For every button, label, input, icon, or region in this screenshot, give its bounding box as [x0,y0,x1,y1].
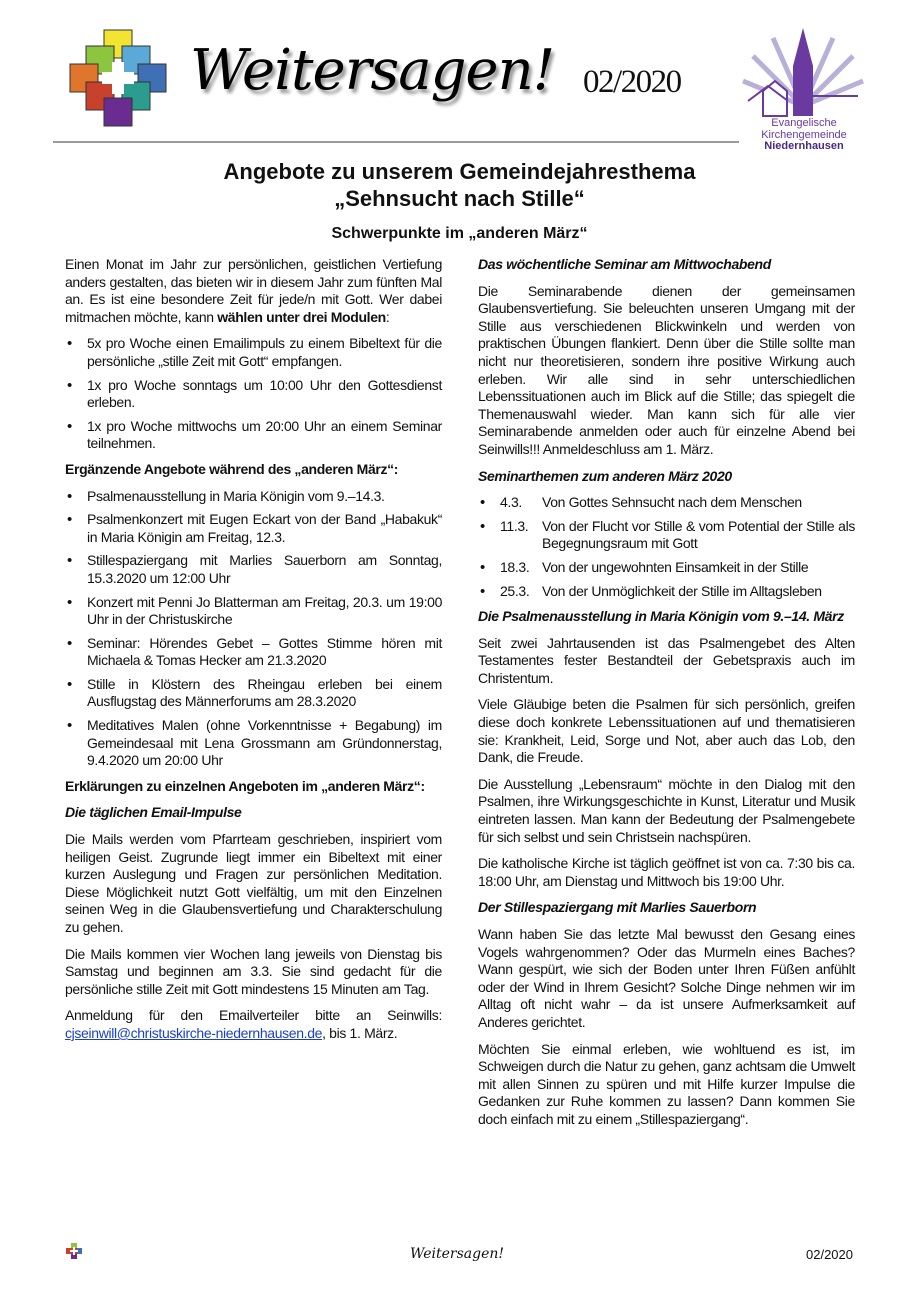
section-heading: Ergänzende Angebote während des „anderen März“: [65,460,399,477]
page-subtitle: Schwerpunkte im „anderen März“ [331,225,588,242]
paragraph [478,635,855,688]
church-name-line: Kirchengemeinde [761,128,847,141]
seminar-topic: Von der ungewohnten Einsamkeit in der Stille [542,558,809,575]
bullet-list [65,488,442,770]
paragraph [65,256,442,326]
list-item: • 5x pro Woche einen Emailimpuls zu einem Bibeltext für die persönliche „stille Zeit mit Gott“ empfangen. [65,335,442,370]
church-name [738,118,870,153]
list-item: • Konzert mit Penni Jo Blatterman am Freitag, 20.3. um 19:00 Uhr in der Christuskirche [65,594,442,629]
list-item [478,494,855,512]
section-heading: Die Psalmenausstellung in Maria Königin vom 9.–14. März [478,608,844,625]
section-heading: Seminarthemen zum anderen März 2020 [478,467,732,484]
seminar-topic: Von der Unmöglichkeit der Stille im Alltagsleben [542,582,822,599]
page-title [0,158,919,212]
header-divider [53,141,739,143]
paragraph [478,696,855,766]
list-item [478,518,855,553]
text: Die Mails werden vom Pfarrteam geschrieben, inspiriert vom heiligen Geist. Zugrunde liegt immer ein Bibeltext mit einer kurzen Auslegung und Fragen zur persönlichen Meditation. Diese Möglichkeit nutzt Gott vielfältig, um mit den Einzelnen seinen Weg in die Glaubensvertiefung und Charakterschulung zu gehen. [65,831,442,935]
seminar-date: • 25.3. [500,582,530,599]
text: Möchten Sie einmal erleben, wie wohltuend es ist, im Schweigen durch die Natur zu gehen, ganz achtsam die Umwelt mit allen Sinnen zu spüren und mit Hilfe kurzer Impulse die Gedanken zur Ruhe kommen zu lassen? Dann kommen Sie doch einfach mit zu einem „Stillespaziergang“. [478,1040,856,1127]
paragraph [65,946,442,999]
text: Einen Monat im Jahr zur persönlichen, geistlichen Vertiefung anders gestalten, das bieten wir in diesem Jahr zum fünften Mal an. Es ist eine besondere Zeit für jede/n mit Gott. Wer dabei mitmachen möchte, kann [65,256,442,325]
text: Die Seminarabende dienen der gemeinsamen Glaubensvertiefung. Sie beleuchten unseren Umgang mit der Stille aus verschiedenen Blickwinkeln und werden von praktischen Übungen flankiert. Denn über die Stille sollte man nicht nur theoretisieren, sondern ihre positive Wirkung auch erleben. Wir alle sind in sehr unterschiedlichen Lebenssituationen auch im Blick auf die Stille; das spiegelt die Themenauswahl wieder. Man kann sich für alle vier Seminarabende anmelden oder auch für einzelne Abend bei Seinwills!!! Anmeldeschluss am 1. März. [478,282,855,457]
church-logo [738,26,868,122]
list-item: • Psalmenausstellung in Maria Königin vom 9.–14.3. [65,488,442,506]
text: Die Ausstellung „Lebensraum“ möchte in den Dialog mit den Psalmen, ihre Wirkungsgeschichte in Kunst, Literatur und Musik eintreten lassen. Man kann der Bedeutung der Psalmengebete für sich selbst und sein Christsein nachspüren. [478,775,855,845]
church-location: Niedernhausen [764,140,844,152]
right-column [478,256,855,1138]
section-heading: Erklärungen zu einzelnen Angeboten im „anderen März“: [65,777,425,794]
seminar-topic: Von Gottes Sehnsucht nach dem Menschen [542,494,802,511]
footer-issue: 02/2020 [806,1247,853,1262]
text: Viele Gläubige beten die Psalmen für sich persönlich, greifen diese doch konkrete Lebenssituationen auf und thematisieren sie: Krankheit, Leid, Sorge und Not, aber auch das Lob, den Dank, die Freude. [478,696,855,766]
seminar-date: • 11.3. [500,517,529,534]
section-heading: Die täglichen Email-Impulse [65,804,242,821]
list-item [478,559,855,577]
title-line: „Sehnsucht nach Stille“ [334,186,585,211]
text: Wann haben Sie das letzte Mal bewusst den Gesang eines Vogels wahrgenommen? Oder das Murmeln eines Baches? Wann gespürt, wie sich der Boden unter Ihren Füßen anfühlt oder der Wind in Ihrem Gesicht? Solche Dinge nehmen wir im Alltag oft nicht wahr – da ist unsere Aufmerksamkeit auf Anderes gerichtet. [478,926,855,1030]
left-column [65,256,442,1052]
list-item: • Stillespaziergang mit Marlies Sauerborn am Sonntag, 15.3.2020 um 12:00 Uhr [65,552,442,587]
cross-logo-small [66,1243,82,1259]
email-link[interactable]: cjseinwill@christuskirche-niedernhausen.de [65,1024,323,1041]
paragraph [478,1041,855,1129]
list-item: • Seminar: Hörendes Gebet – Gottes Stimme hören mit Michaela & Tomas Hecker am 21.3.2020 [65,635,442,670]
section-heading: Der Stillespaziergang mit Marlies Sauerborn [478,899,757,916]
footer-brand: Weitersagen! [410,1246,505,1262]
seminar-date: • 18.3. [500,558,530,575]
list-item [478,583,855,601]
paragraph [478,855,855,890]
text: , bis 1. März. [322,1024,398,1041]
cross-logo [68,28,168,128]
text: Die Mails kommen vier Wochen lang jeweils von Dienstag bis Samstag und beginnen am 3.3. Sie sind gedacht für die persönliche stille Zeit mit Gott mindestens 15 Minuten am Tag. [65,945,442,997]
text: Seit zwei Jahrtausenden ist das Psalmengebet des Alten Testamentes fester Bestandteil der Gebetspraxis auch im Christentum. [478,634,855,686]
list-item: • Psalmenkonzert mit Eugen Eckart von der Band „Habakuk“ in Maria Königin am Freitag, 12.3. [65,511,442,546]
text: Die katholische Kirche ist täglich geöffnet ist von ca. 7:30 bis ca. 18:00 Uhr, am Dienstag und Mittwoch bis 19:00 Uhr. [478,855,855,889]
church-name-line: Evangelische [771,117,837,129]
text: : [385,308,390,325]
newsletter-brand: Weitersagen! [190,38,555,103]
issue-number: 02/2020 [583,64,681,100]
seminar-topic: Von der Flucht vor Stille & vom Potential der Stille als Begegnungsraum mit Gott [542,517,855,552]
title-line: Angebote zu unserem Gemeindejahresthema [223,159,696,184]
list-item: • 1x pro Woche mittwochs um 20:00 Uhr an einem Seminar teilnehmen. [65,418,442,453]
paragraph [65,1007,442,1042]
bold-text: wählen unter drei Modulen [217,308,386,325]
seminar-list [478,494,855,600]
section-heading: Das wöchentliche Seminar am Mittwochabend [478,256,771,272]
paragraph [478,283,855,459]
list-item: • Stille in Klöstern des Rheingau erleben bei einem Ausflugstag des Männerforums am 28.3.2020 [65,676,442,711]
list-item: • Meditatives Malen (ohne Vorkenntnisse + Begabung) im Gemeindesaal mit Lena Grossmann am Gründonnerstag, 9.4.2020 um 20:00 Uhr [65,717,442,770]
bullet-list [65,335,442,453]
paragraph [478,926,855,1032]
paragraph [478,776,855,846]
seminar-date: • 4.3. [500,494,522,511]
list-item: • 1x pro Woche sonntags um 10:00 Uhr den Gottesdienst erleben. [65,377,442,412]
text: Anmeldung für den Emailverteiler bitte an Seinwills: [65,1007,442,1024]
paragraph [65,831,442,937]
